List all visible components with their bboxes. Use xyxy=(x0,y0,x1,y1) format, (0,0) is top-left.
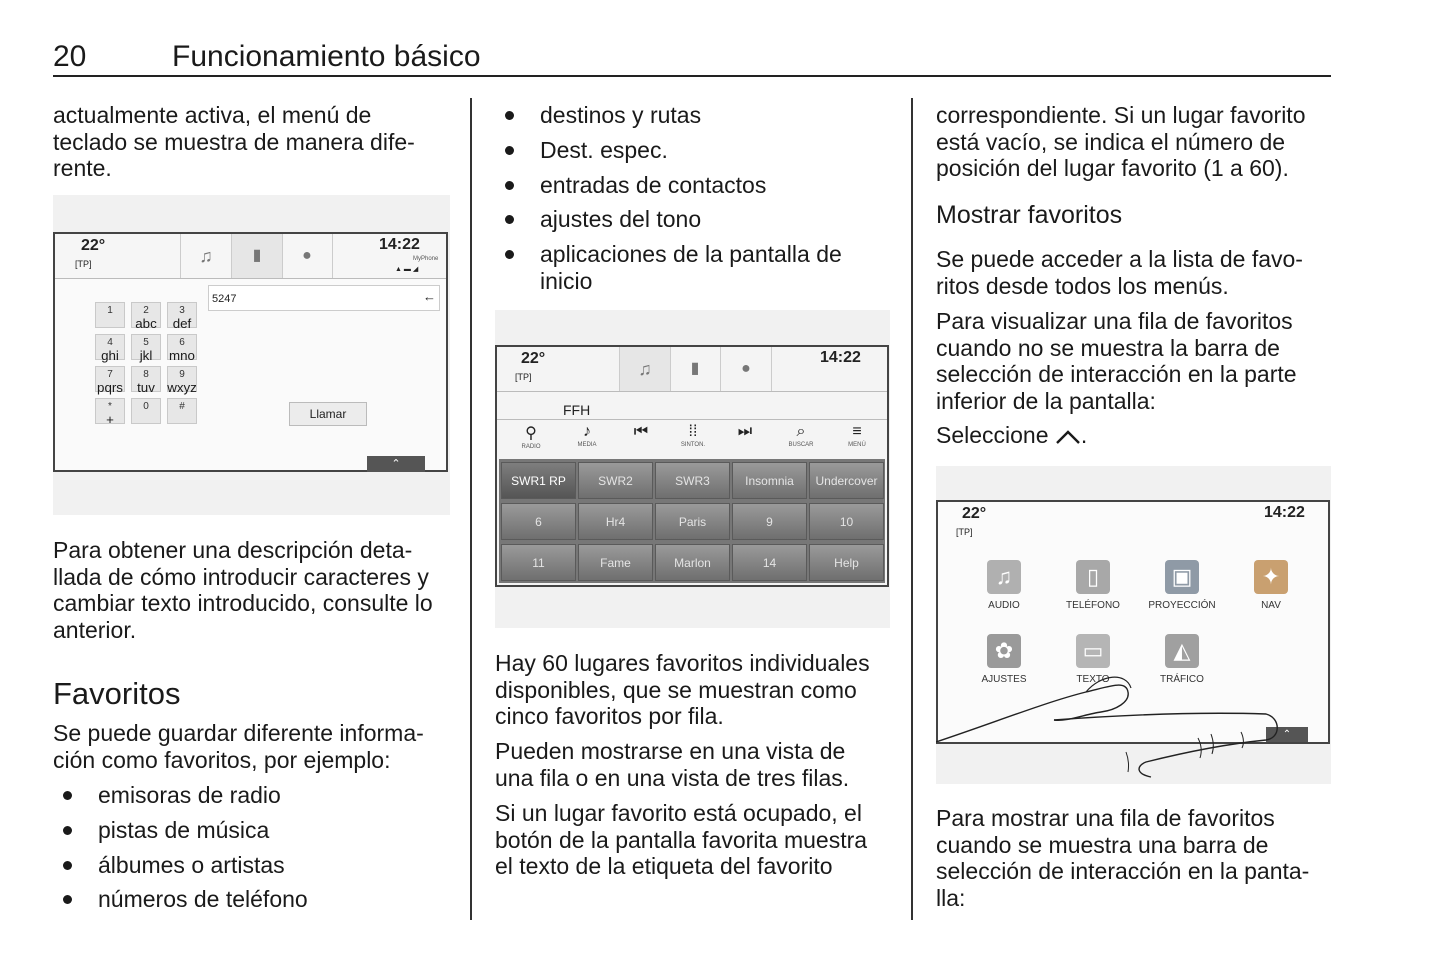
keypad-key[interactable]: 7 xyxy=(95,366,125,392)
app-icon: ◭ xyxy=(1165,634,1199,668)
app-label: AJUSTES xyxy=(981,674,1027,685)
favorite-button[interactable]: SWR1 RP xyxy=(501,462,576,499)
list-item: números de teléfono xyxy=(53,886,463,913)
control-icon: ⏮ xyxy=(633,423,649,440)
favorite-button[interactable]: 10 xyxy=(809,503,884,540)
page-title: Funcionamiento básico xyxy=(172,40,481,73)
app-label: TELÉFONO xyxy=(1066,600,1120,611)
favorite-button[interactable]: 6 xyxy=(501,503,576,540)
signal-icon: ▲ ▬ ◢ xyxy=(395,266,419,273)
favorite-button[interactable]: Help xyxy=(809,544,884,581)
phone-name: MyPhone xyxy=(413,256,439,262)
keypad-key-letters: abc xyxy=(135,316,157,331)
tp-indicator: [TP] xyxy=(956,527,973,537)
chevron-up-icon xyxy=(1055,429,1081,445)
app-icon: ▯ xyxy=(1076,560,1110,594)
control-label: SINTON. xyxy=(680,442,706,448)
nav-tab-icon[interactable]: ● xyxy=(282,234,333,278)
heading-favoritos: Favoritos xyxy=(53,676,181,711)
col1-para1: Para obtener una descripción deta- llada de cómo introducir caracteres y cambiar texto introducido, consulte lo anterior. xyxy=(53,537,433,643)
control-icon: ♪ xyxy=(583,423,591,440)
col3-para2: Se puede acceder a la lista de favo- ritos desde todos los menús. xyxy=(936,246,1303,299)
col2-para2: Pueden mostrarse en una vista de una fila o en una vista de tres filas. xyxy=(495,738,850,791)
control-icon: ⁞⁞ xyxy=(688,423,698,440)
figure-radio-favorites xyxy=(495,310,890,628)
keypad-key[interactable]: 4 xyxy=(95,334,125,360)
tp-indicator: [TP] xyxy=(515,372,532,382)
app-tile[interactable] xyxy=(964,560,1044,611)
temperature: 22° xyxy=(521,350,546,367)
control-button[interactable] xyxy=(675,423,711,449)
favorite-button[interactable]: 11 xyxy=(501,544,576,581)
control-label: BUSCAR xyxy=(788,442,814,448)
list-item: aplicaciones de la pantalla de inicio xyxy=(495,241,895,294)
list-item: emisoras de radio xyxy=(53,782,463,809)
favorite-button[interactable]: Fame xyxy=(578,544,653,581)
chevron-up-icon[interactable]: ⌃ xyxy=(1266,727,1308,742)
control-button[interactable] xyxy=(513,423,549,451)
temperature: 22° xyxy=(81,237,106,254)
app-icon: ✦ xyxy=(1254,560,1288,594)
app-icon: ▣ xyxy=(1165,560,1199,594)
app-label: TRÁFICO xyxy=(1160,674,1204,685)
figure-home-screen xyxy=(936,466,1331,784)
favorite-button[interactable]: Marlon xyxy=(655,544,730,581)
keypad-key-letters: wxyz xyxy=(167,380,197,395)
list-item: pistas de música xyxy=(53,817,463,844)
clock: 14:22 xyxy=(379,236,420,253)
list-item: álbumes o artistas xyxy=(53,852,463,879)
app-tile[interactable] xyxy=(1053,560,1133,611)
col1-para2: Se puede guardar diferente informa- ción como favoritos, por ejemplo: xyxy=(53,720,424,773)
backspace-icon[interactable]: ← xyxy=(423,289,436,304)
col3-para3: Para visualizar una fila de favoritos cuando no se muestra la barra de selección de interacción en la parte inferior de la pantalla: xyxy=(936,308,1297,414)
keypad-key-letters: jkl xyxy=(139,348,153,363)
nav-tab-icon[interactable]: ● xyxy=(721,347,772,391)
favorite-button[interactable]: Insomnia xyxy=(732,462,807,499)
favorite-button[interactable]: Paris xyxy=(655,503,730,540)
music-tab-icon[interactable]: ♫ xyxy=(180,234,231,278)
keypad-key-letters: pqrs xyxy=(97,380,123,395)
app-label: NAV xyxy=(1261,600,1281,611)
clock: 14:22 xyxy=(1264,504,1305,521)
keypad-key-letters: mno xyxy=(169,348,195,363)
home-screen xyxy=(936,500,1330,744)
list-item: entradas de contactos xyxy=(495,172,895,199)
col2-bullet-list xyxy=(495,102,895,302)
control-label: MEDIA xyxy=(577,442,597,448)
app-label: TEXTO xyxy=(1076,674,1110,685)
app-icon: ▭ xyxy=(1076,634,1110,668)
finger-gesture-illustration xyxy=(936,662,1332,782)
temperature: 22° xyxy=(962,505,987,522)
station-name: FFH xyxy=(563,402,591,418)
music-tab-icon[interactable]: ♫ xyxy=(619,347,671,391)
control-button[interactable] xyxy=(569,423,605,449)
control-icon: ≡ xyxy=(852,423,862,440)
keypad-key[interactable]: 2 xyxy=(131,302,161,328)
page-number: 20 xyxy=(53,40,87,73)
phone-tab-icon[interactable]: ▮ xyxy=(231,234,283,278)
keypad-key[interactable]: 5 xyxy=(131,334,161,360)
keypad-key[interactable]: 6 xyxy=(167,334,197,360)
control-icon: ⚲ xyxy=(525,425,537,442)
column-separator xyxy=(911,98,913,920)
control-button[interactable] xyxy=(839,423,875,449)
chevron-up-icon[interactable]: ⌃ xyxy=(367,456,425,472)
keypad-key-letters: def xyxy=(172,316,192,331)
keypad-key-letters: tuv xyxy=(137,380,155,395)
clock: 14:22 xyxy=(820,349,861,366)
favorite-button[interactable]: Hr4 xyxy=(578,503,653,540)
col1-intro: actualmente activa, el menú de teclado se muestra de manera dife- rente. xyxy=(53,102,415,181)
app-icon: ✿ xyxy=(987,634,1021,668)
favorite-button[interactable]: Undercover xyxy=(809,462,884,499)
app-tile[interactable] xyxy=(1142,560,1222,611)
favorite-button[interactable]: SWR3 xyxy=(655,462,730,499)
control-button[interactable] xyxy=(727,423,763,441)
app-label: AUDIO xyxy=(988,600,1020,611)
col2-para3: Si un lugar favorito está ocupado, el botón de la pantalla favorita muestra el texto de la etiqueta del favorito xyxy=(495,800,868,879)
keypad-key[interactable]: 8 xyxy=(131,366,161,392)
app-icon: ♫ xyxy=(987,560,1021,594)
col2-para1: Hay 60 lugares favoritos individuales disponibles, que se muestran como cinco favoritos por fila. xyxy=(495,650,870,729)
col3-select-line: Seleccione . xyxy=(936,422,1088,448)
list-item: destinos y rutas xyxy=(495,102,895,129)
keypad-key[interactable]: 0 xyxy=(131,398,161,424)
favorite-button[interactable]: 9 xyxy=(732,503,807,540)
keypad-key[interactable]: 9 xyxy=(167,366,197,392)
keypad-key-letters: ghi xyxy=(101,348,119,363)
list-item: Dest. espec. xyxy=(495,137,895,164)
col1-bullet-list xyxy=(53,782,463,921)
keypad-key[interactable]: 3 xyxy=(167,302,197,328)
tp-indicator: [TP] xyxy=(75,259,92,269)
keypad-key[interactable]: * xyxy=(95,398,125,424)
app-tile[interactable] xyxy=(1231,560,1311,611)
control-button[interactable] xyxy=(623,423,659,441)
header-rule xyxy=(53,75,1331,77)
favorite-button[interactable]: 14 xyxy=(732,544,807,581)
divider xyxy=(497,419,887,420)
call-button[interactable]: Llamar xyxy=(289,402,367,426)
list-item: ajustes del tono xyxy=(495,206,895,233)
control-icon: ⏭ xyxy=(737,423,753,440)
column-separator xyxy=(470,98,472,920)
control-label: RADIO xyxy=(521,444,541,450)
col3-para1: correspondiente. Si un lugar favorito está vacío, se indica el número de posición del lugar favorito (1 a 60). xyxy=(936,102,1306,181)
figure-phone-keypad xyxy=(53,195,450,515)
control-label: MENÚ xyxy=(848,442,866,448)
heading-mostrar-favoritos: Mostrar favoritos xyxy=(936,201,1123,229)
favorite-button[interactable]: SWR2 xyxy=(578,462,653,499)
col3-para4: Para mostrar una fila de favoritos cuando se muestra una barra de selección de interacción en la panta- lla: xyxy=(936,805,1310,911)
phone-screen xyxy=(53,232,448,472)
keypad-key-letters: + xyxy=(106,412,114,427)
control-icon: ⌕ xyxy=(796,423,806,440)
app-label: PROYECCIÓN xyxy=(1148,600,1216,611)
keypad-key[interactable]: # xyxy=(167,398,197,424)
number-input[interactable]: 5247 xyxy=(208,285,440,311)
phone-tab-icon[interactable]: ▮ xyxy=(670,347,721,391)
control-button[interactable] xyxy=(783,423,819,449)
radio-screen xyxy=(495,345,889,587)
keypad-key[interactable]: 1 xyxy=(95,302,125,328)
